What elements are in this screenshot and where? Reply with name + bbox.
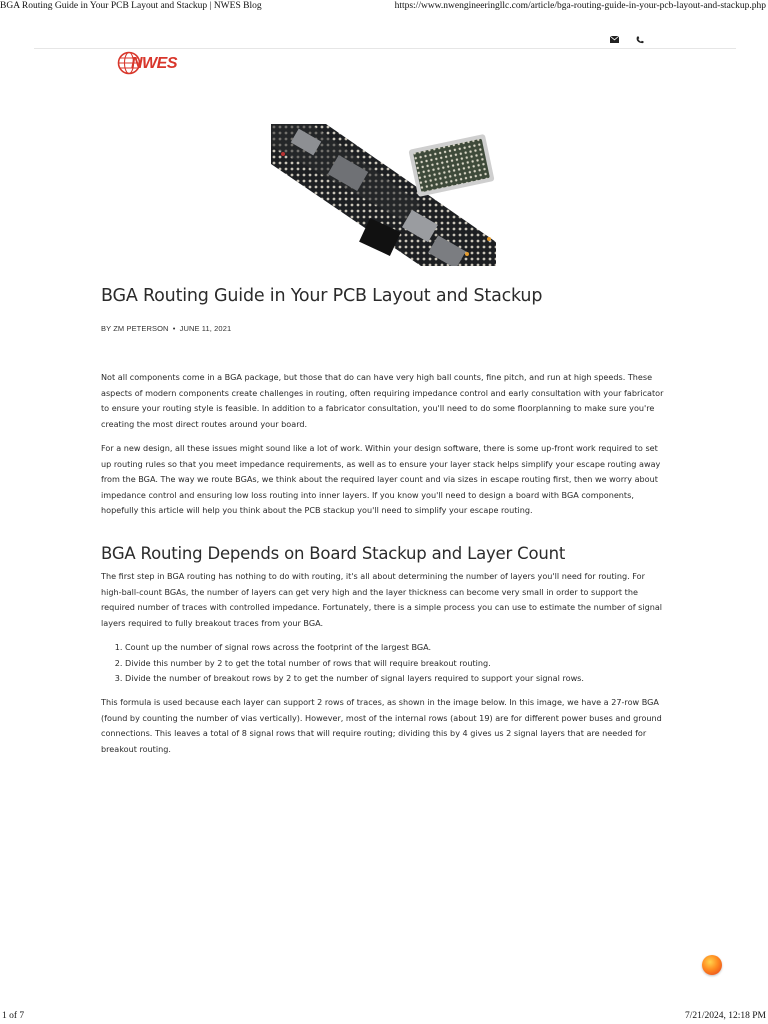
article: [101, 286, 667, 754]
step-item: 2. Divide this number by 2 to get the total number of rows that will require breakout routing.: [125, 656, 665, 672]
byline-date: JUNE 11, 2021: [179, 324, 232, 333]
print-header: [0, 0, 768, 14]
print-page-number: 1 of 7: [2, 1011, 25, 1021]
byline-author[interactable]: BY ZM PETERSON: [101, 324, 169, 333]
article-paragraph-2: For a new design, all these issues might sound like a lot of work. Within your design software, there is some up-front work required to set up routing rules so that you meet impedance requirements, as well as to ensure your layer stack helps simplify your escape routing away from the BGA. The way we route BGAs, we think about the required layer count and via sizes in escape routing first, then we worry about impedance control and ensuring low loss routing into inner layers. If you know you'll need to design a board with BGA components, hopefully this article will help you think about the PCB stackup you'll need to simplify your escape routing.: [101, 443, 661, 516]
print-datetime: 7/21/2024, 12:18 PM: [684, 1011, 766, 1021]
logo-text: NWES: [131, 55, 177, 72]
step-item: 3. Divide the number of breakout rows by 2 to get the number of signal layers required to support your signal rows.: [125, 671, 665, 687]
print-header-url: https://www.nwengineeringllc.com/article/bga-routing-guide-in-your-pcb-layout-and-stackup.php: [394, 1, 766, 11]
section-intro: The first step in BGA routing has nothing to do with routing, it's all about determining the number of layers you'll need for routing. For high-ball-count BGAs, the number of layers can get very high and the layer thickness can become very small in order to support the required number of traces with controlled impedance. Fortunately, there is a simple process you can use to estimate the number of signal layers required to fully breakout traces from your BGA.: [101, 571, 663, 628]
site-topbar: [34, 40, 736, 49]
article-byline: [101, 324, 667, 333]
hero-image: [271, 124, 496, 266]
section-heading: BGA Routing Depends on Board Stackup and Layer Count: [101, 544, 566, 563]
section-after-paragraph: This formula is used because each layer can support 2 rows of traces, as shown in the image below. In this image, we have a 27-row BGA (found by counting the number of vias vertically). However, most of the internal rows (about 19) are for different power buses and ground connections. This leaves a total of 8 signal rows that will require routing; dividing this by 4 gives us 2 signal layers that are needed for breakout routing.: [101, 697, 662, 754]
nwes-logo[interactable]: [117, 49, 187, 79]
phone-icon[interactable]: [634, 34, 646, 46]
step-item: 1. Count up the number of signal rows across the footprint of the largest BGA.: [125, 640, 665, 656]
print-header-title: BGA Routing Guide in Your PCB Layout and Stackup | NWES Blog: [0, 1, 262, 11]
chat-bubble-icon[interactable]: [702, 955, 722, 975]
article-title: BGA Routing Guide in Your PCB Layout and Stackup: [101, 286, 543, 306]
steps-list: [101, 640, 665, 687]
article-paragraph-1: Not all components come in a BGA package, but those that do can have very high ball counts, fine pitch, and run at high speeds. These aspects of modern components create challenges in routing, often requiring impedance control and early consultation with your fabricator to ensure your routing style is feasible. In addition to a fabricator consultation, you'll need to do some floorplanning to make sure you're creating the most direct routes around your board.: [101, 372, 664, 429]
envelope-icon[interactable]: [608, 34, 620, 46]
byline-separator: •: [172, 324, 176, 333]
print-footer: [0, 1011, 768, 1024]
